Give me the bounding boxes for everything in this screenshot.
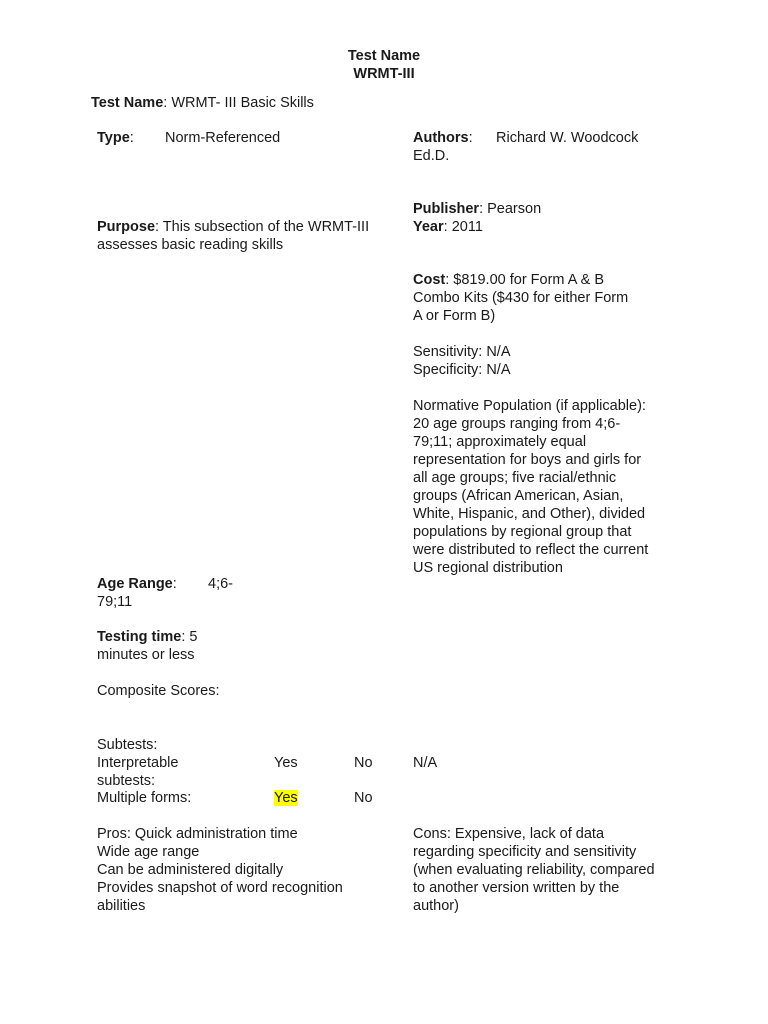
- purpose-value-cont: assesses basic reading skills: [97, 237, 284, 253]
- interpretable-na: N/A: [413, 755, 438, 771]
- age-range-value: 4;6-: [208, 576, 233, 592]
- publisher-label: Publisher: [413, 201, 480, 217]
- normative-line: representation for boys and girls for: [413, 452, 642, 468]
- authors-colon: :: [468, 130, 473, 146]
- test-name-row: [91, 94, 314, 112]
- testing-time-label: Testing time: [97, 629, 182, 645]
- interpretable-label-cont: subtests:: [97, 773, 156, 789]
- interpretable-yes: Yes: [274, 755, 298, 771]
- purpose-row: [97, 218, 369, 236]
- normative-line: all age groups; five racial/ethnic: [413, 470, 617, 486]
- cost-value-line2: Combo Kits ($430 for either Form: [413, 290, 629, 306]
- subtests-label: Subtests:: [97, 737, 158, 753]
- multiple-forms-label: Multiple forms:: [97, 790, 192, 806]
- doc-title: Test Name: [347, 48, 421, 64]
- testing-time-value-cont: minutes or less: [97, 647, 195, 663]
- cost-value-line3: A or Form B): [413, 308, 496, 324]
- year-value: : 2011: [443, 219, 483, 235]
- year-row: [413, 218, 483, 236]
- test-name-value: : WRMT- III Basic Skills: [163, 95, 314, 111]
- pros-line: Provides snapshot of word recognition: [97, 880, 343, 896]
- cons-line: author): [413, 898, 459, 914]
- test-name-label: Test Name: [91, 95, 164, 111]
- purpose-value: : This subsection of the WRMT-III: [155, 219, 370, 235]
- type-sep: :: [129, 130, 134, 146]
- multiple-forms-yes-highlighted: Yes: [274, 790, 298, 806]
- cons-line: regarding specificity and sensitivity: [413, 844, 637, 860]
- authors-label: Authors: [413, 130, 469, 146]
- type-value: Norm-Referenced: [165, 130, 281, 146]
- cons-line: to another version written by the: [413, 880, 620, 896]
- publisher-value: : Pearson: [479, 201, 542, 217]
- specificity: Specificity: N/A: [413, 362, 511, 378]
- interpretable-no: No: [354, 755, 373, 771]
- type-row: [97, 129, 134, 147]
- normative-line: populations by regional group that: [413, 524, 632, 540]
- doc-subtitle: WRMT-III: [353, 66, 415, 82]
- normative-line: White, Hispanic, and Other), divided: [413, 506, 646, 522]
- testing-time-row: [97, 628, 197, 646]
- cost-row: [413, 271, 604, 289]
- cost-value: : $819.00 for Form A & B: [445, 272, 605, 288]
- age-range-colon: :: [172, 576, 177, 592]
- cons-list: [413, 825, 655, 915]
- composite-scores: Composite Scores:: [97, 683, 220, 699]
- pros-line: Pros: Quick administration time: [97, 826, 298, 842]
- authors-value: Richard W. Woodcock: [496, 130, 639, 146]
- normative-line: 20 age groups ranging from 4;6-: [413, 416, 621, 432]
- cost-label: Cost: [413, 272, 446, 288]
- age-range-label: Age Range: [97, 576, 173, 592]
- publisher-row: [413, 200, 541, 218]
- sensitivity: Sensitivity: N/A: [413, 344, 511, 360]
- multiple-forms-yes-row: [274, 789, 298, 807]
- normative-line: US regional distribution: [413, 560, 563, 576]
- multiple-forms-no: No: [354, 790, 373, 806]
- authors-label-row: [413, 129, 473, 147]
- normative-population: [413, 397, 648, 577]
- pros-line: Wide age range: [97, 844, 200, 860]
- pros-line: Can be administered digitally: [97, 862, 284, 878]
- cons-line: (when evaluating reliability, compared: [413, 862, 655, 878]
- testing-time-value: : 5: [181, 629, 198, 645]
- cons-line: Cons: Expensive, lack of data: [413, 826, 605, 842]
- age-range-row: [97, 575, 177, 593]
- normative-line: were distributed to reflect the current: [413, 542, 649, 558]
- normative-line: 79;11; approximately equal: [413, 434, 587, 450]
- year-label: Year: [413, 219, 444, 235]
- type-label: Type: [97, 130, 130, 146]
- pros-line: abilities: [97, 898, 146, 914]
- pros-list: [97, 825, 343, 915]
- authors-value-cont: Ed.D.: [413, 148, 450, 164]
- age-range-value-cont: 79;11: [97, 594, 133, 610]
- normative-line: groups (African American, Asian,: [413, 488, 624, 504]
- purpose-label: Purpose: [97, 219, 156, 235]
- normative-line: Normative Population (if applicable):: [413, 398, 646, 414]
- interpretable-label: Interpretable: [97, 755, 179, 771]
